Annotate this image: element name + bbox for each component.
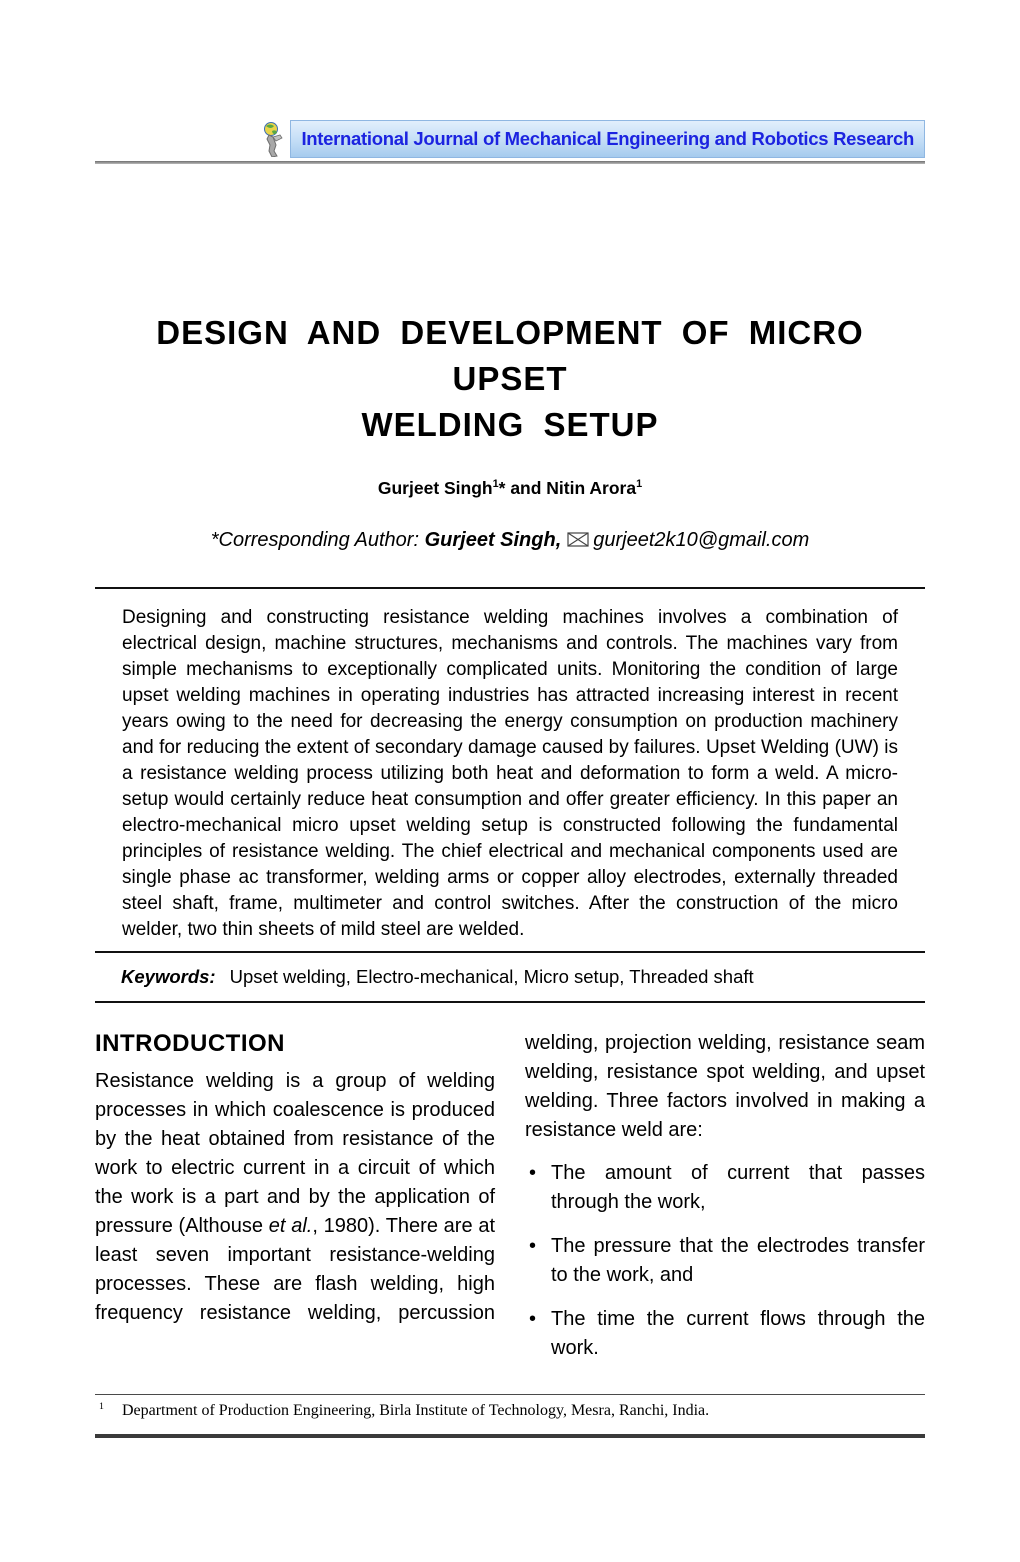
affiliation-footnote: [95, 1395, 925, 1428]
list-item: • The pressure that the electrodes transfer to the work, and: [525, 1232, 925, 1290]
author-2: Nitin Arora: [546, 478, 637, 498]
author-1-affiliation-sup: 1: [492, 478, 499, 491]
introduction-heading: INTRODUCTION: [95, 1030, 285, 1057]
title-line-1: DESIGN AND DEVELOPMENT OF MICRO UPSET: [156, 314, 864, 397]
keywords-list: Upset welding, Electro-mechanical, Micro setup, Threaded shaft: [229, 966, 754, 987]
page-title: [95, 310, 925, 448]
right-column: [525, 1029, 925, 1378]
authors-line: [95, 478, 925, 499]
footnote-block: [95, 1394, 925, 1438]
corresponding-prefix: *Corresponding Author:: [210, 529, 425, 551]
journal-header: [95, 120, 925, 158]
factors-list: [525, 1159, 925, 1363]
corresponding-star: *: [498, 478, 506, 498]
header-divider: [95, 161, 925, 164]
title-line-2: WELDING SETUP: [361, 406, 659, 443]
footnote-marker: 1: [99, 1401, 104, 1412]
list-item: • The time the current flows through the work.: [525, 1305, 925, 1363]
authors-joiner: and: [505, 478, 547, 498]
corresponding-name: Gurjeet Singh,: [424, 529, 562, 551]
intro-left-etal: et al.: [268, 1215, 313, 1237]
introduction-paragraph-right: welding, projection welding, resistance seam welding, resistance spot welding, and upset welding. Three factors involved in making a resistance weld are:: [525, 1032, 925, 1141]
introduction-section: [95, 1029, 925, 1378]
journal-banner-title: International Journal of Mechanical Engineering and Robotics Research: [290, 120, 925, 158]
list-item: • The amount of current that passes through the work,: [525, 1159, 925, 1217]
keywords-block: [95, 951, 925, 1003]
envelope-icon: [567, 530, 589, 553]
author-2-affiliation-sup: 1: [636, 478, 643, 491]
journal-logo-icon: [260, 120, 288, 158]
intro-left-part1: Resistance welding is a group of welding processes in which coalescence is produced by the heat obtained from resistance of the work to electric current in a circuit of which the work is a part and by the application of pressure (Althouse: [95, 1070, 495, 1237]
page-bottom-rule: [95, 1434, 925, 1438]
abstract-text: Designing and constructing resistance welding machines involves a combination of electrical design, machine structures, mechanisms and controls. The machines vary from simple mechanisms to exceptionally complicated units. Monitoring the condition of large upset welding machines in operating industries has attracted increasing interest in recent years owing to the need for decreasing the energy consumption on production machinery and for reducing the extent of secondary damage caused by failures. Upset Welding (UW) is a resistance welding process utilizing both heat and deformation to form a weld. A micro-setup would certainly reduce heat consumption and offer greater efficiency. In this paper an electro-mechanical micro upset welding setup is constructed following the fundamental principles of resistance welding. The chief electrical and mechanical components used are single phase ac transformer, welding arms or copper alloy electrodes, externally threaded steel shaft, frame, multimeter and control switches. After the construction of the micro welder, two thin sheets of mild steel are welded.: [122, 607, 898, 940]
left-column: [95, 1029, 495, 1378]
keywords-label: Keywords:: [121, 966, 216, 987]
author-1: Gurjeet Singh: [377, 478, 493, 498]
intro-left-part2: , 1980). There are at least seven important resistance-welding processes. These are flash welding, high frequency resistance welding, percussion: [95, 1215, 496, 1324]
footnote-text: Department of Production Engineering, Birla Institute of Technology, Mesra, Ranchi, India.: [121, 1402, 710, 1420]
corresponding-email: gurjeet2k10@gmail.com: [593, 529, 810, 551]
introduction-paragraph-left: [95, 1067, 495, 1328]
corresponding-author-line: [95, 529, 925, 553]
